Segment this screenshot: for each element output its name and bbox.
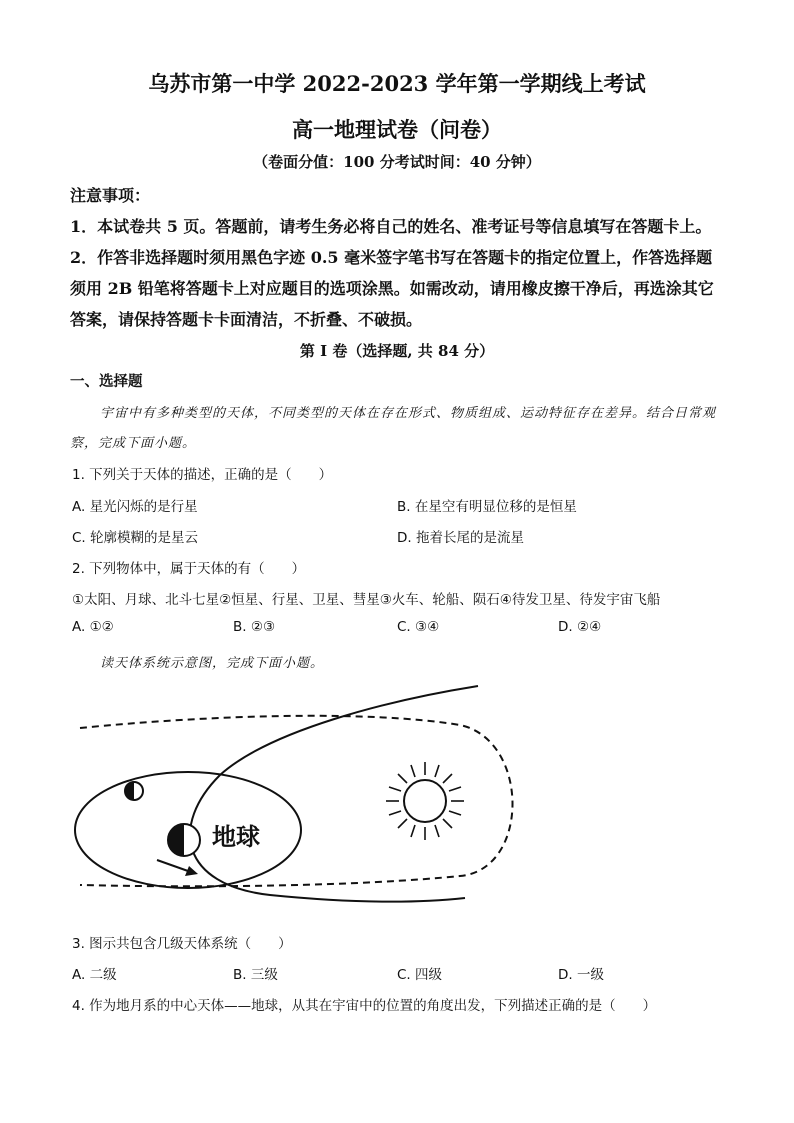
outer-orbit-dashed xyxy=(80,716,513,886)
question-1-stem: 1. 下列关于天体的描述，正确的是（ ） xyxy=(72,467,333,483)
question-2-option-d[interactable]: D. ②④ xyxy=(558,619,602,635)
moon-icon xyxy=(125,782,143,800)
passage-2: 读天体系统示意图，完成下面小题。 xyxy=(100,656,325,671)
direction-arrow-icon xyxy=(157,860,198,876)
question-1-option-d[interactable]: D. 拖着长尾的是流星 xyxy=(397,530,524,546)
section-heading: 一、选择题 xyxy=(70,373,143,390)
exam-subtitle: 高一地理试卷（问卷） xyxy=(292,117,502,142)
exam-title: 乌苏市第一中学 2022-2023 学年第一学期线上考试 xyxy=(148,71,646,96)
question-2-option-c[interactable]: C. ③④ xyxy=(397,619,440,635)
notice-item-2-line-1: 2．作答非选择题时须用黑色字迹 0.5 毫米签字笔书写在答题卡的指定位置上，作答选择题 xyxy=(70,248,713,267)
question-1-option-b[interactable]: B. 在星空有明显位移的是恒星 xyxy=(397,499,577,515)
question-4-stem: 4. 作为地月系的中心天体——地球，从其在宇宙中的位置的角度出发，下列描述正确的是（ ） xyxy=(72,998,657,1014)
notice-heading: 注意事项： xyxy=(70,186,151,205)
question-3-option-c[interactable]: C. 四级 xyxy=(397,967,443,983)
passage-1-line-1: 宇宙中有多种类型的天体，不同类型的天体在存在形式、物质组成、运动特征存在差异。结合日常观 xyxy=(100,406,717,421)
question-3-option-b[interactable]: B. 三级 xyxy=(233,967,278,983)
question-1-option-a[interactable]: A. 星光闪烁的是行星 xyxy=(72,499,198,515)
question-3-stem: 3. 图示共包含几级天体系统（ ） xyxy=(72,936,292,952)
question-2-stem: 2. 下列物体中，属于天体的有（ ） xyxy=(72,561,306,577)
notice-item-2-line-3: 答案，请保持答题卡卡面清洁，不折叠、不破损。 xyxy=(70,310,423,329)
question-2-items: ①太阳、月球、北斗七星②恒星、行星、卫星、彗星③火车、轮船、陨石④待发卫星、待发宇宙飞船 xyxy=(72,592,661,608)
question-2-option-b[interactable]: B. ②③ xyxy=(233,619,276,635)
notice-item-2-line-2: 须用 2B 铅笔将答题卡上对应题目的选项涂黑。如需改动，请用橡皮擦干净后，再选涂其它 xyxy=(70,279,714,298)
question-2-option-a[interactable]: A. ①② xyxy=(72,619,114,635)
part-title: 第 I 卷（选择题, 共 84 分） xyxy=(299,342,495,360)
exam-info: （卷面分值：100 分考试时间：40 分钟） xyxy=(253,153,541,171)
earth-label: 地球 xyxy=(212,823,260,851)
passage-1-line-2: 察，完成下面小题。 xyxy=(70,436,197,451)
earth-icon xyxy=(168,824,200,856)
question-1-option-c[interactable]: C. 轮廓模糊的是星云 xyxy=(72,530,199,546)
question-3-option-a[interactable]: A. 二级 xyxy=(72,967,117,983)
sun-icon xyxy=(386,762,464,840)
question-3-option-d[interactable]: D. 一级 xyxy=(558,967,604,983)
notice-item-1: 1．本试卷共 5 页。答题前，请考生务必将自己的姓名、准考证号等信息填写在答题卡上。 xyxy=(70,217,712,236)
celestial-system-figure xyxy=(60,680,540,910)
